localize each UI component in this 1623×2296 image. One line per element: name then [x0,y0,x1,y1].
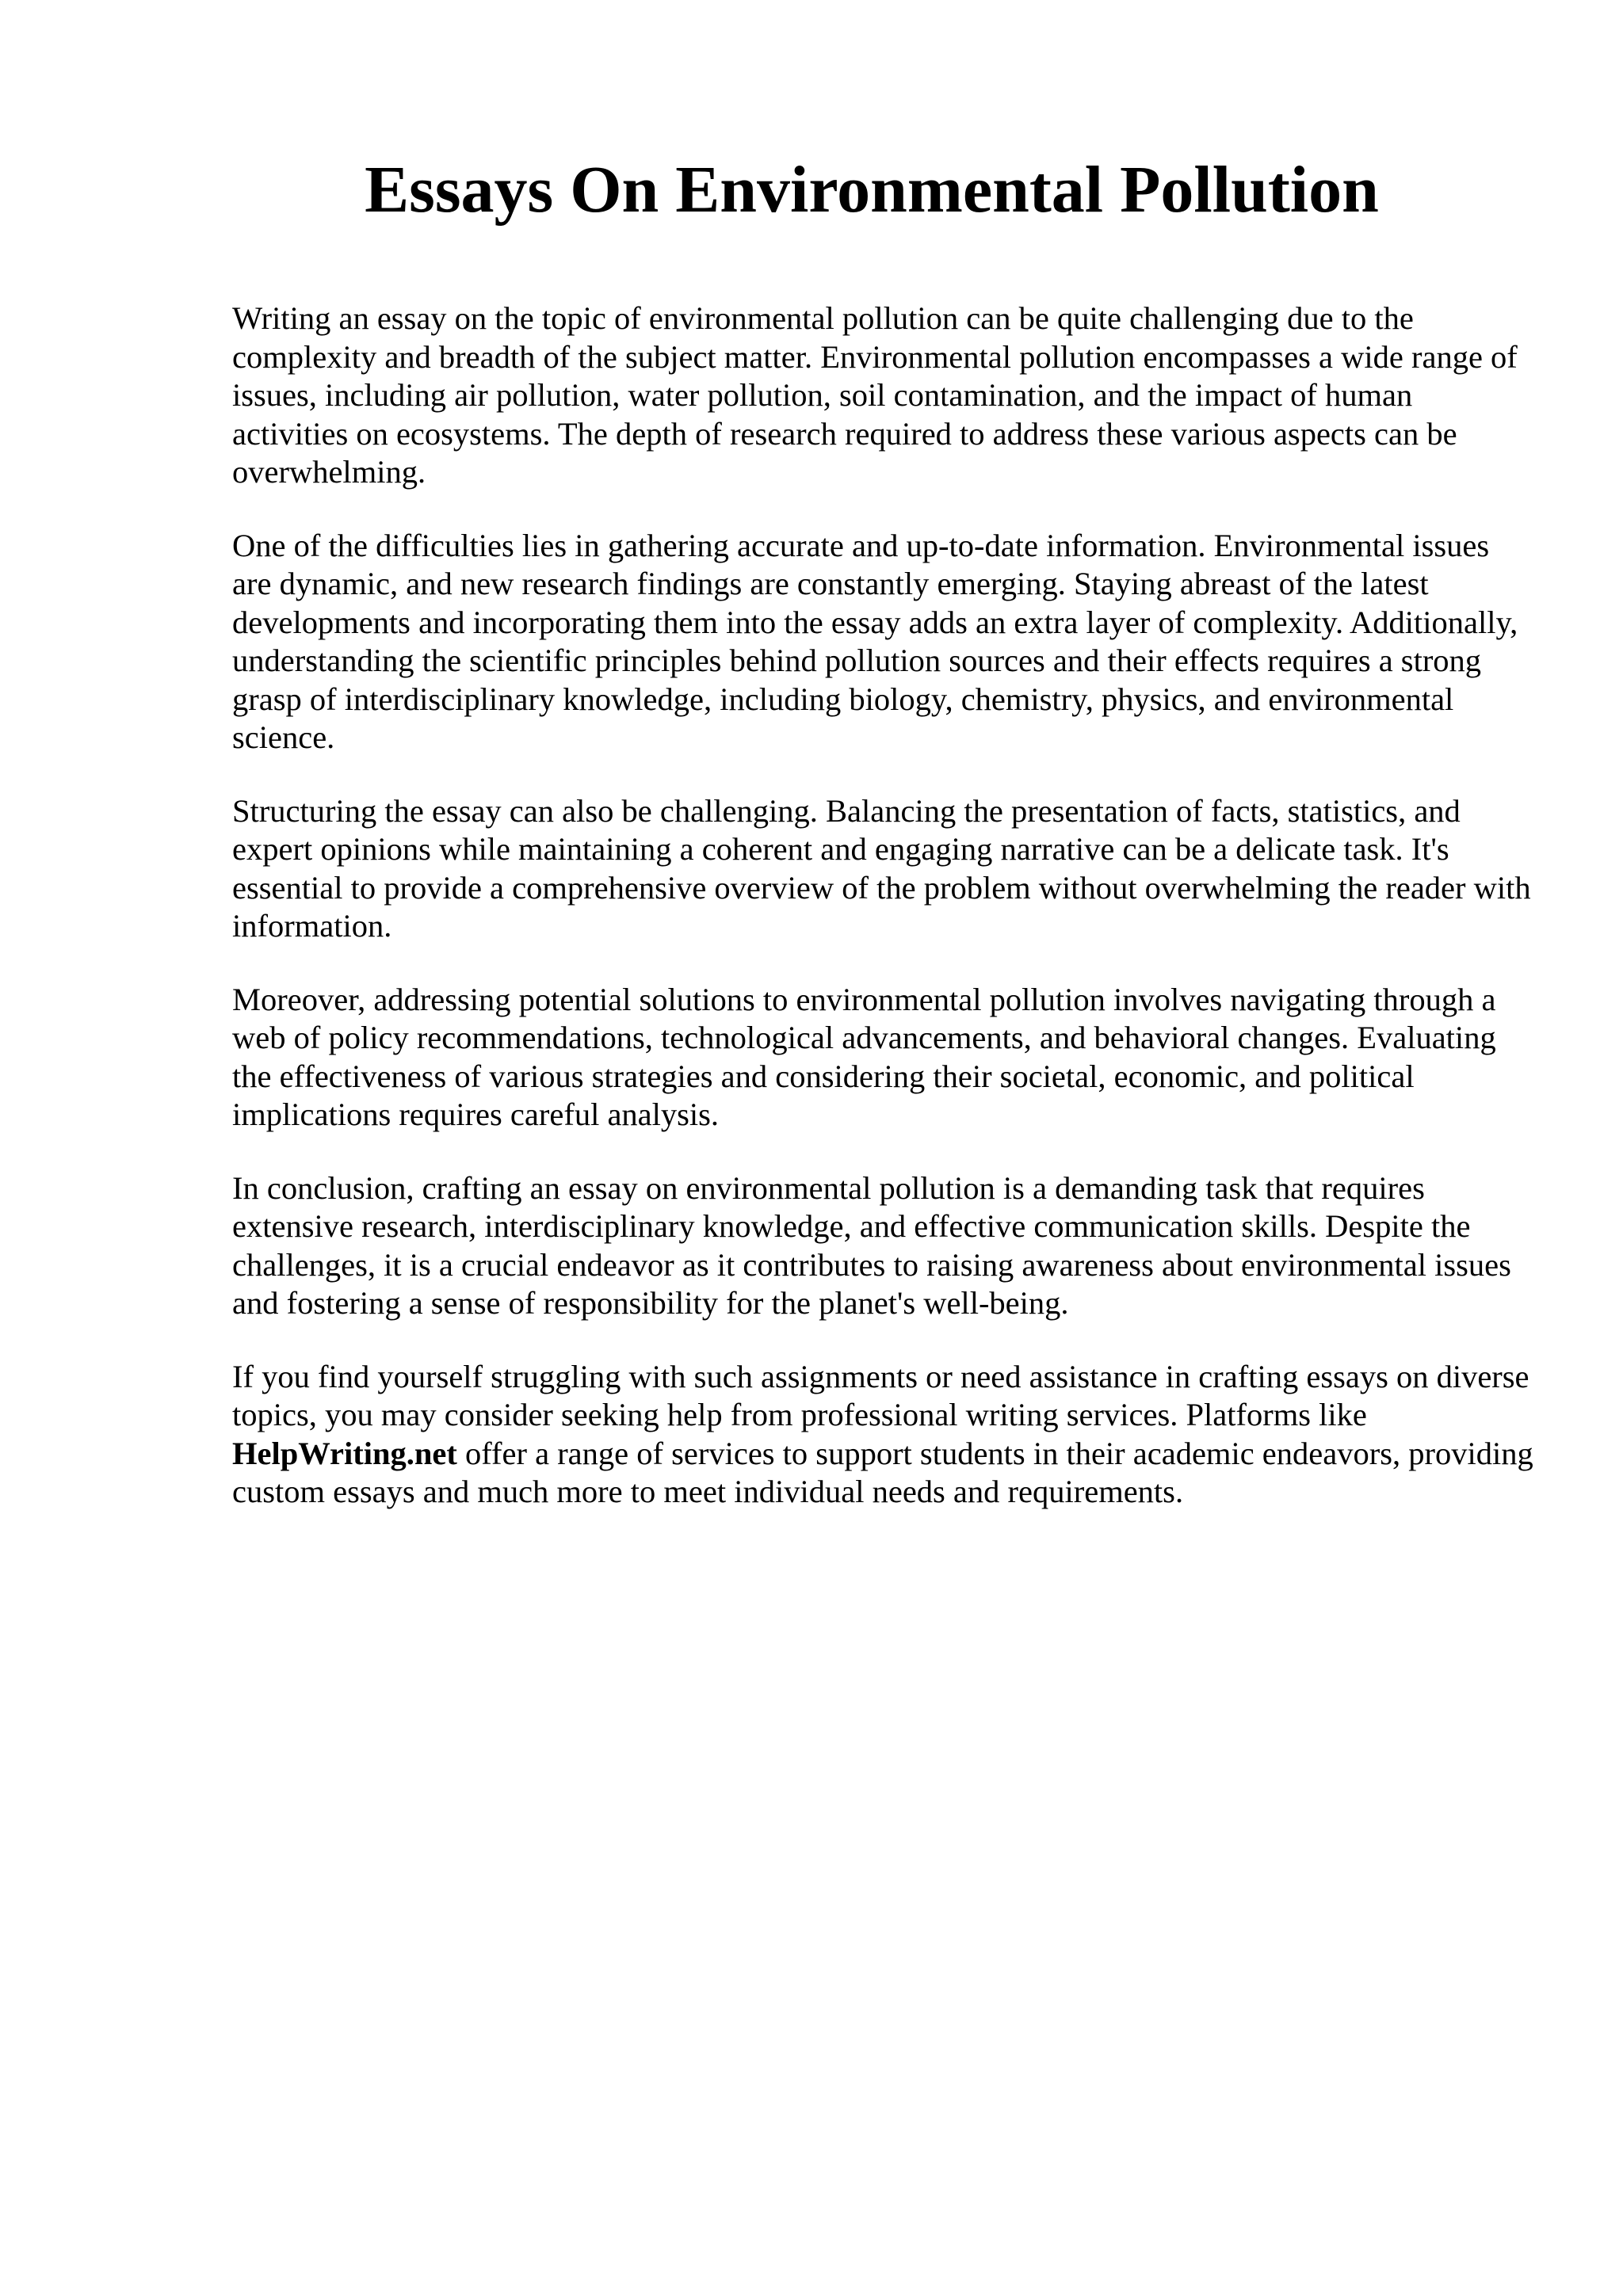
document-body [232,299,1536,1547]
document-title: Essays On Environmental Pollution [365,153,1379,227]
paragraph-conclusion: In conclusion, crafting an essay on environmental pollution is a demanding task that requires extensive research, interdisciplinary knowledge, and effective communication skills. Despite the challenges, it is a crucial endeavor as it contributes to raising awareness about environmental issues and fostering a sense of responsibility for the planet's well-being. [232,1169,1511,1321]
paragraph-services-text-before: If you find yourself struggling with such assignments or need assistance in crafting essays on diverse topics, you may consider seeking help from professional writing services. Platforms like [232,1358,1529,1432]
paragraph-intro: Writing an essay on the topic of environmental pollution can be quite challenging due to the complexity and breadth of the subject matter. Environmental pollution encompasses a wide range of issues, including air pollution, water pollution, soil contamination, and the impact of human activities on ecosystems. The depth of research required to address these various aspects can be overwhelming. [232,300,1518,490]
brand-name: HelpWriting.net [232,1435,457,1471]
paragraph-solutions: Moreover, addressing potential solutions to environmental pollution involves navigating through a web of policy recommendations, technological advancements, and behavioral changes. Evaluating the effectiveness of various strategies and considering their societal, economic, and political implications requires careful analysis. [232,981,1496,1132]
paragraph-research-difficulties: One of the difficulties lies in gathering accurate and up-to-date information. Environmental issues are dynamic, and new research findings are constantly emerging. Staying abreast of the latest developments and incorporating them into the essay adds an extra layer of complexity. Additionally, understanding the scientific principles behind pollution sources and their effects requires a strong grasp of interdisciplinary knowledge, including biology, chemistry, physics, and environmental science. [232,527,1518,755]
paragraph-services-text-after: offer a range of services to support students in their academic endeavors, providing custom essays and much more to meet individual needs and requirements. [232,1435,1533,1509]
paragraph-writing-services [232,1358,1536,1512]
paragraph-structuring: Structuring the essay can also be challenging. Balancing the presentation of facts, statistics, and expert opinions while maintaining a coherent and engaging narrative can be a delicate task. It's essential to provide a comprehensive overview of the problem without overwhelming the reader with information. [232,792,1531,944]
